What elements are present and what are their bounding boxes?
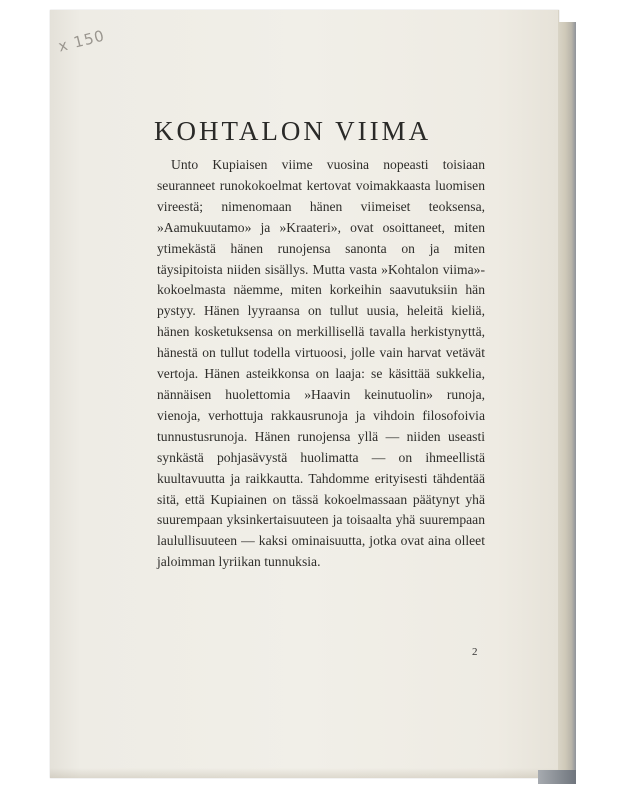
description-paragraph: Unto Kupiaisen viime vuosina nopeasti toisiaan seuranneet runokokoelmat kertovat voimakkaasta luomisen vireestä; nimenomaan hänen viimeiset teoksensa, »Aamukuutamo» ja »Kraateri», ovat osoittaneet, miten ytimekästä hänen runojensa sanonta on ja miten täysipitoista niiden sisällys. Mutta vasta »Kohtalon viima»-kokoelmasta näemme, miten korkeihin saavutuksiin hän pystyy. Hänen lyyraansa on tullut uusia, heleitä kieliä, hänen kosketuksensa on merkillisellä tavalla herkistynyttä, hänestä on tullut todella virtuoosi, jolle vain harvat vetävät vertoja. Hänen asteikkonsa on laaja: se käsittää sukkelia, nännäisen huolettomia »Haavin keinutuolin» runoja, vienoja, verhottuja rakkausrunoja ja vihdoin filosofoivia tunnustusrunoja. Hänen runojensa yllä — niiden useasti synkästä pohjasävystä huolimatta — on ihmeellistä kuultavuutta ja raikkautta. Tahdomme erityisesti tähdentää sitä, että Kupiainen on tässä kokoelmassaan päätynyt yhä suurempaan yksinkertaisuuteen ja toisaalta yhä suurempaan laulullisuuteen — kaksi ominaisuutta, jotka ovat aina olleet jaloimman lyriikan tunnuksia. (157, 157, 485, 570)
pencil-margin-note: x 150 (56, 26, 107, 56)
spine-bleedthrough-decoration (561, 162, 573, 582)
page-number: 2 (472, 646, 478, 658)
book-spine (558, 22, 576, 782)
book-jacket-flap (50, 10, 576, 782)
jacket-page (50, 10, 559, 778)
page-title: KOHTALON VIIMA (154, 116, 432, 146)
